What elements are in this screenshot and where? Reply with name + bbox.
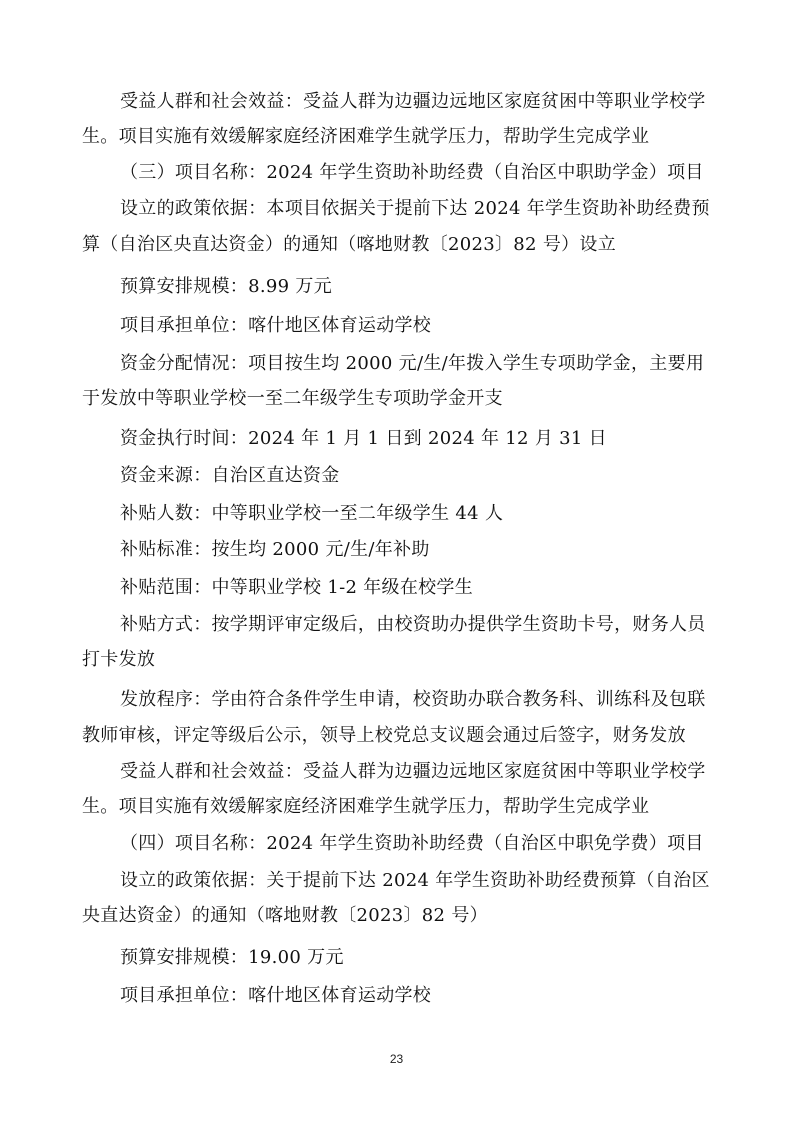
- text-line: 受益人群和社会效益：受益人群为边疆边远地区家庭贫困中等职业学校学: [120, 91, 706, 112]
- text-line: 设立的政策依据：本项目依据关于提前下达 2024 年学生资助补助经费预: [120, 198, 710, 219]
- text-line: 生。项目实施有效缓解家庭经济困难学生就学压力，帮助学生完成学业: [82, 796, 650, 817]
- text-line: 于发放中等职业学校一至二年级学生专项助学金开支: [82, 388, 503, 409]
- text-line: 教师审核，评定等级后公示，领导上校党总支议题会通过后签字，财务发放: [82, 725, 686, 746]
- budget-scale-1: 预算安排规模：8.99 万元: [120, 276, 332, 297]
- page-number: 23: [389, 1052, 404, 1066]
- responsible-unit-1: 项目承担单位：喀什地区体育运动学校: [120, 315, 432, 336]
- text-line: 设立的政策依据：关于提前下达 2024 年学生资助补助经费预算（自治区: [120, 870, 710, 891]
- text-line: 受益人群和社会效益：受益人群为边疆边远地区家庭贫困中等职业学校学: [120, 761, 706, 782]
- subsidy-count: 补贴人数：中等职业学校一至二年级学生 44 人: [120, 503, 504, 524]
- text-line: 生。项目实施有效缓解家庭经济困难学生就学压力，帮助学生完成学业: [82, 126, 650, 147]
- budget-scale-2: 预算安排规模：19.00 万元: [120, 947, 344, 968]
- text-line: 补贴方式：按学期评审定级后，由校资助办提供学生资助卡号，财务人员: [120, 614, 706, 635]
- section-heading-4: （四）项目名称：2024 年学生资助补助经费（自治区中职免学费）项目: [120, 833, 704, 854]
- text-line: 央直达资金）的通知（喀地财教〔2023〕82 号）: [82, 905, 488, 926]
- text-line: 打卡发放: [82, 649, 156, 670]
- text-line: 资金分配情况：项目按生均 2000 元/生/年拨入学生专项助学金，主要用: [120, 353, 705, 374]
- section-heading-3: （三）项目名称：2024 年学生资助补助经费（自治区中职助学金）项目: [120, 162, 704, 183]
- text-line: 算（自治区央直达资金）的通知（喀地财教〔2023〕82 号）设立: [82, 234, 617, 255]
- text-line: 发放程序：学由符合条件学生申请，校资助办联合教务科、训练科及包联: [120, 689, 706, 710]
- subsidy-scope: 补贴范围：中等职业学校 1-2 年级在校学生: [120, 577, 474, 598]
- responsible-unit-2: 项目承担单位：喀什地区体育运动学校: [120, 985, 432, 1006]
- subsidy-standard: 补贴标准：按生均 2000 元/生/年补助: [120, 539, 430, 560]
- fund-source: 资金来源：自治区直达资金: [120, 465, 340, 486]
- fund-execution-time: 资金执行时间：2024 年 1 月 1 日到 2024 年 12 月 31 日: [120, 428, 607, 449]
